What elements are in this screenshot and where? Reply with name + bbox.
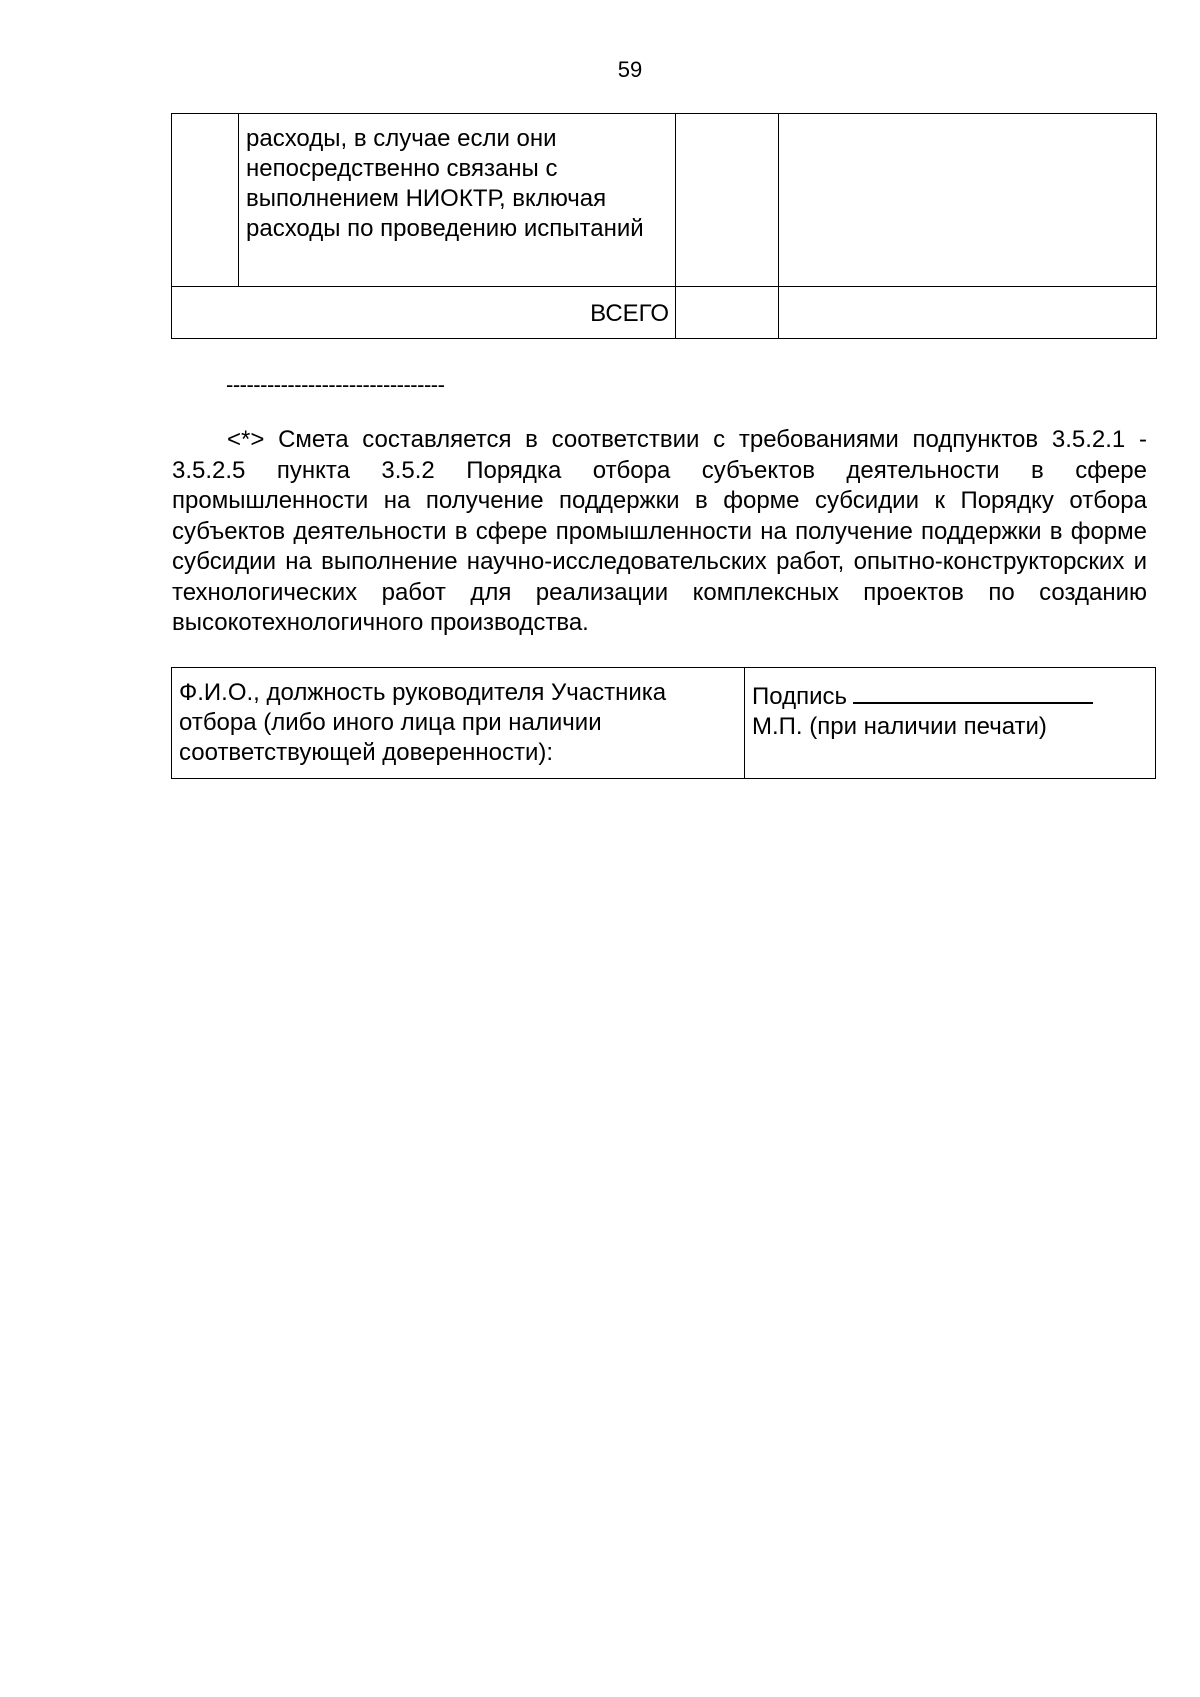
expense-note-cell (779, 114, 1157, 287)
table-row (172, 114, 1157, 287)
total-label-cell (172, 287, 676, 339)
footnote-separator: -------------------------------- (226, 372, 445, 397)
signature-block (745, 668, 1155, 742)
page-number: 59 (617, 57, 643, 82)
total-label: ВСЕГО (590, 300, 669, 327)
signature-row (172, 668, 1156, 779)
expense-name-cell (239, 114, 676, 287)
total-amount-cell (676, 287, 779, 339)
signatory-label: Ф.И.О., должность руководителя Участника отбора (либо иного лица при наличии соответствующей доверенности): (179, 679, 667, 766)
expense-amount-cell (676, 114, 779, 287)
signatory-cell (172, 668, 745, 779)
signature-line (853, 678, 1093, 704)
signature-label: Подпись (752, 683, 847, 710)
cost-table (171, 113, 1157, 339)
total-row (172, 287, 1157, 339)
footnote-text: <*> Смета составляется в соответствии с требованиями подпунктов 3.5.2.1 - 3.5.2.5 пункта 3.5.2 Порядка отбора субъектов деятельности в сфере промышленности на получение поддержки в форме субсидии к Порядку отбора субъектов деятельности в сфере промышленности на получение поддержки в форме субсидии на выполнение научно-исследовательских работ, опытно-конструкторских и технологических работ для реализации комплексных проектов по созданию высокотехнологичного производства. (172, 426, 1147, 636)
signature-cell (745, 668, 1156, 779)
row-number-cell (172, 114, 239, 287)
total-note-cell (779, 287, 1157, 339)
stamp-label: М.П. (при наличии печати) (752, 713, 1047, 740)
signature-table (171, 667, 1156, 779)
expense-name-text: расходы, в случае если они непосредственно связаны с выполнением НИОКТР, включая расходы по проведению испытаний (246, 125, 644, 242)
